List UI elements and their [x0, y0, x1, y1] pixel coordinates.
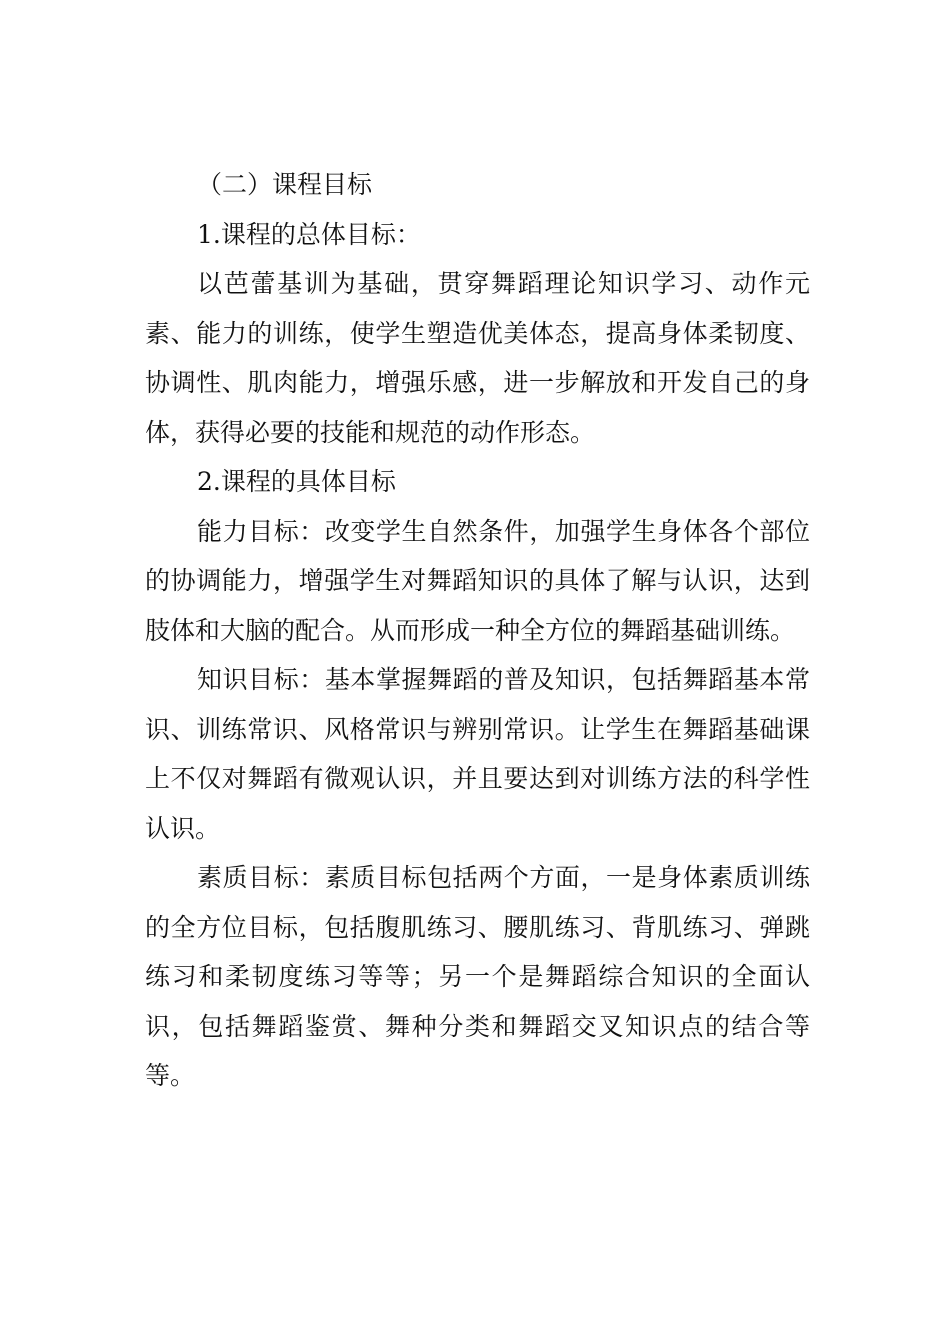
knowledge-goal-paragraph: 知识目标：基本掌握舞蹈的普及知识，包括舞蹈基本常识、训练常识、风格常识与辨别常识。让学生在舞蹈基础课上不仅对舞蹈有微观认识，并且要达到对训练方法的科学性认识。 — [145, 665, 810, 843]
ability-goal-paragraph: 能力目标：改变学生自然条件，加强学生身体各个部位的协调能力，增强学生对舞蹈知识的具体了解与认识，达到肢体和大脑的配合。从而形成一种全方位的舞蹈基础训练。 — [145, 516, 810, 645]
section-heading: （二）课程目标 — [197, 170, 373, 199]
quality-goal-paragraph: 素质目标：素质目标包括两个方面，一是身体素质训练的全方位目标，包括腹肌练习、腰肌练习、背肌练习、弹跳练习和柔韧度练习等等；另一个是舞蹈综合知识的全面认识，包括舞蹈鉴赏、舞种分类和舞蹈交叉知识点的结合等等。 — [145, 863, 810, 1090]
overall-goal-heading: 1.课程的总体目标： — [197, 219, 421, 249]
document-body — [145, 160, 810, 1101]
overall-goal-paragraph: 以芭蕾基训为基础，贯穿舞蹈理论知识学习、动作元素、能力的训练，使学生塑造优美体态，提高身体柔韧度、协调性、肌肉能力，增强乐感，进一步解放和开发自己的身体，获得必要的技能和规范的动作形态。 — [145, 269, 810, 447]
specific-goal-heading: 2.课程的具体目标 — [197, 467, 396, 496]
